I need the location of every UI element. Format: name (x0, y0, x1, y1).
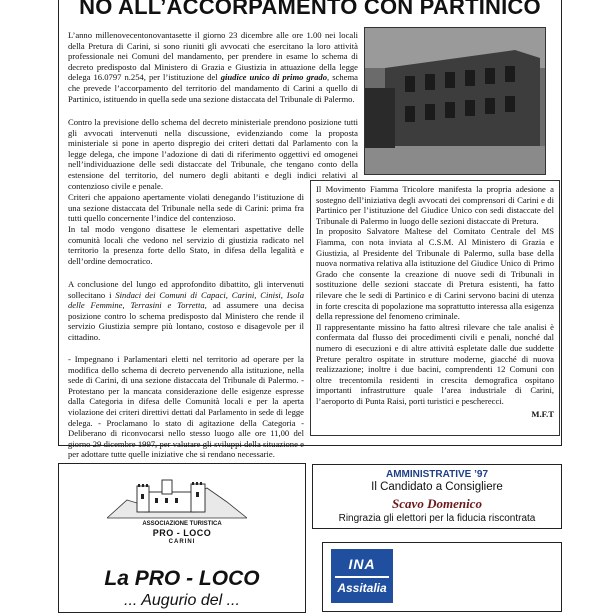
proloco-town: CARINI (168, 539, 196, 545)
amministrative-heading: AMMINISTRATIVE ’97 (385, 469, 489, 480)
article-paragraph-3: Criteri che appaiono apertamente violati denegando l’istituzione di una sezione distaccata del Tribunale nella sede di Carini: prima fra tutti quello concernente l’indice del contenzioso. (68, 192, 304, 224)
article-paragraph-1: L’anno millenovecentonovantasette il giorno 23 dicembre alle ore 1.00 nei locali della Pretura di Carini, si sono riuniti gli avvocati che esercitano la loro attività professionale nei Comuni del mandamento, per prendere in esame lo schema di decreto predisposto dal Ministero di Grazia e Giustizia in attuazione della legge delega 16.0797 n.254, per l’istituzione del giudice unico di primo grado, schema che prevede l’accorpamento del territorio del mandamento di Carini a quello di Partinico, istituendo in quella sede una sezione distaccata del Tribunale di Palermo. (68, 30, 358, 104)
ina-logo-block (331, 549, 393, 603)
proloco-ad (58, 463, 306, 613)
castle-logo-icon (107, 472, 247, 520)
proloco-name: PRO - LOCO (152, 528, 212, 538)
ina-logo-text: INA (348, 556, 376, 572)
ina-assitalia-ad (322, 542, 562, 612)
proloco-cut-line: ... Augurio del ... (124, 592, 240, 609)
proloco-title: La PRO - LOCO (104, 567, 260, 590)
thanks-line: Ringrazia gli elettori per la fiducia riscontrata (338, 513, 536, 524)
article-headline: NO ALL’ACCORPAMENTO CON PARTINICO (79, 0, 541, 19)
sidebox-paragraph-1: Il Movimento Fiamma Tricolore manifesta la propria adesione a sostegno dell’iniziativa degli avvocati dei comprensori di Carini e di Partinico per l’istituzione del Giudice Unico con sedi distaccate del Tribunale di Palermo in luogo delle sezioni distaccate di Pretura. (316, 184, 554, 226)
proloco-association-label: ASSOCIAZIONE TURISTICA (142, 521, 222, 527)
article-paragraph-2: Contro la previsione dello schema del decreto ministeriale prendono posizione tutti gli avvocati intervenuti nella discussione, evidenziando come la proposta ministeriale si pone in aperto dispregio dei criteri dettati dal Parlamento con la legge delega, che impone l’adozione di dati di riferimento oggettivi ed omogenei nell’individuazione delle sedi distaccate del Tribunale, che tengano conto della estensione del territorio, del numero degli abitanti e degli indici relativi al contenzioso civile e penale. (68, 117, 358, 191)
sidebox-signature: M.F.T (531, 409, 554, 420)
candidate-line: Il Candidato a Consigliere (371, 481, 503, 493)
article-paragraph-5: A conclusione del lungo ed approfondito dibattito, gli intervenuti sollecitano i Sindaci dei Comuni di Capaci, Carini, Cinisi, Isola delle Femmine, Terrasini e Torretta, ad assumere una decisa posizione contro lo schema predisposto dal Ministero che rende il servizio Giustizia sempre più lontano, costoso e disagevole per il cittadino. (68, 279, 304, 342)
sidebox-paragraph-2: In proposito Salvatore Maltese del Comitato Centrale del MS Fiamma, con nota inviata al C.S.M. Al Ministero di Grazia e Giustizia, al Presidente del Tribunale di Palermo, sulla base della nuova normativa relativa alla istituzione del Giudice Unico di Primo Grado che consente la creazione di nuove sedi di Tribunali in sostituzione delle sezioni staccate di Pretura esistenti, ha fatto rilevare che le sedi di Partinico e di Carini servono bacini di utenza in forte crescita di popolazione ma soprattutto interessa alla esigenza della repressione del fenomeno criminale. (316, 226, 554, 322)
article-paragraph-4: In tal modo vengono disattese le elementari aspettative delle comunità locali che vedono nel servizio di giustizia radicato nel territorio la presenza forte dello Stato, in difesa della legalità e dell’ordine democratico. (68, 224, 304, 266)
candidate-name: Scavo Domenico (392, 496, 482, 511)
amministrative-ad (312, 464, 562, 529)
ina-logo-stripe (335, 576, 389, 578)
article-paragraph-6: - Impegnano i Parlamentari eletti nel territorio ad operare per la modifica dello schema di decreto pervenendo alla istituzione, nella sede di Carini, di una sezione distaccata del Tribunale di Palermo. - Protestano per la mancata considerazione delle esigenze espresse dalla Categoria in difesa delle Comunità locali e per la aperta violazione dei criteri direttivi dettati dal Parlamento in sede di legge delega. - Proclamano lo stato di agitazione della Categoria - Deliberano di riconvocarsi nello stesso luogo alle ore 11,00 del giorno 29 dicembre 1997, per valutare gli sviluppi della situazione e per adottare tutte quelle iniziative che si rendano necessarie. (68, 354, 304, 460)
fiamma-tricolore-box (310, 180, 560, 436)
sidebox-paragraph-3: Il rappresentante missino ha fatto altresì rilevare che tale analisi è confermata dal flusso dei procedimenti civili e penali, nonché dal numero di esecuzioni e di altre attività espletate dalle due suddette Preture peraltro ospitate in strutture moderne, giacché di nuova realizzazione; inoltre i due bacini, comprendenti 12 Comuni con oltre trecentomila residenti in crescita demografica ospitano importanti infrastrutture quale l’area industriale di Carini, l’aeroporto di Punta Raisi, porti turistici e pescherecci. (316, 321, 554, 406)
building-photo (364, 27, 546, 175)
ina-brand-text: Assitalia (337, 581, 387, 595)
